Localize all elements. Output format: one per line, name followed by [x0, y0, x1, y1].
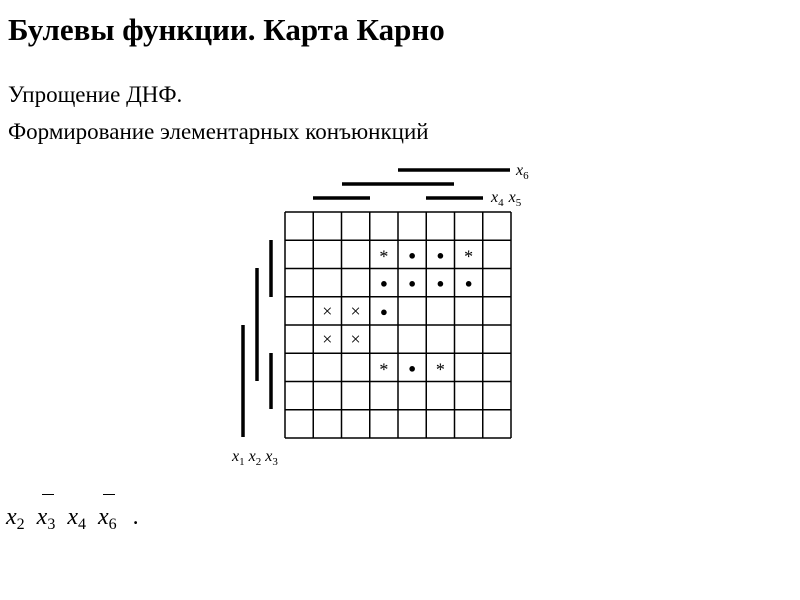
cell-dot-mark: ●	[379, 275, 388, 291]
cell-star-mark: *	[379, 359, 389, 380]
top-variable-bars	[313, 170, 510, 198]
formula-term-2-negated: $x_3$	[36, 504, 56, 533]
cell-dot-mark: ●	[464, 275, 473, 291]
cell-dot-mark: ●	[408, 275, 417, 291]
formula-term-1: $x_2$	[6, 504, 25, 533]
cell-dot-mark: ●	[408, 360, 417, 376]
formula-end: .	[132, 504, 139, 530]
cell-cross-mark: ×	[322, 329, 333, 350]
formula-term-4-negated: $x_6$	[97, 504, 117, 533]
cell-cross-mark: ×	[322, 300, 333, 321]
cell-cross-mark: ×	[350, 329, 361, 350]
cell-dot-mark: ●	[436, 247, 445, 263]
label-x1-x2-x3: $x_1$ $x_2$ $x_3$	[232, 448, 278, 468]
karnaugh-grid	[285, 212, 511, 438]
slide-title: Булевы функции. Карта Карно	[8, 12, 445, 47]
result-formula	[6, 504, 139, 534]
label-x6: $x_6$	[516, 162, 529, 182]
subtitle: Упрощение ДНФ.	[8, 82, 183, 107]
formula-term-3: $x_4$	[67, 504, 86, 533]
cell-dot-mark: ●	[379, 303, 388, 319]
section-heading: Формирование элементарных конъюнкций	[8, 119, 429, 144]
cell-star-mark: *	[464, 246, 474, 267]
cell-star-mark: *	[435, 359, 445, 380]
cell-cross-mark: ×	[350, 300, 361, 321]
cell-dot-mark: ●	[436, 275, 445, 291]
cell-dot-mark: ●	[408, 247, 417, 263]
label-x4-x5: $x_4$ $x_5$	[491, 189, 522, 209]
left-variable-bars	[243, 240, 271, 437]
cell-star-mark: *	[379, 246, 389, 267]
